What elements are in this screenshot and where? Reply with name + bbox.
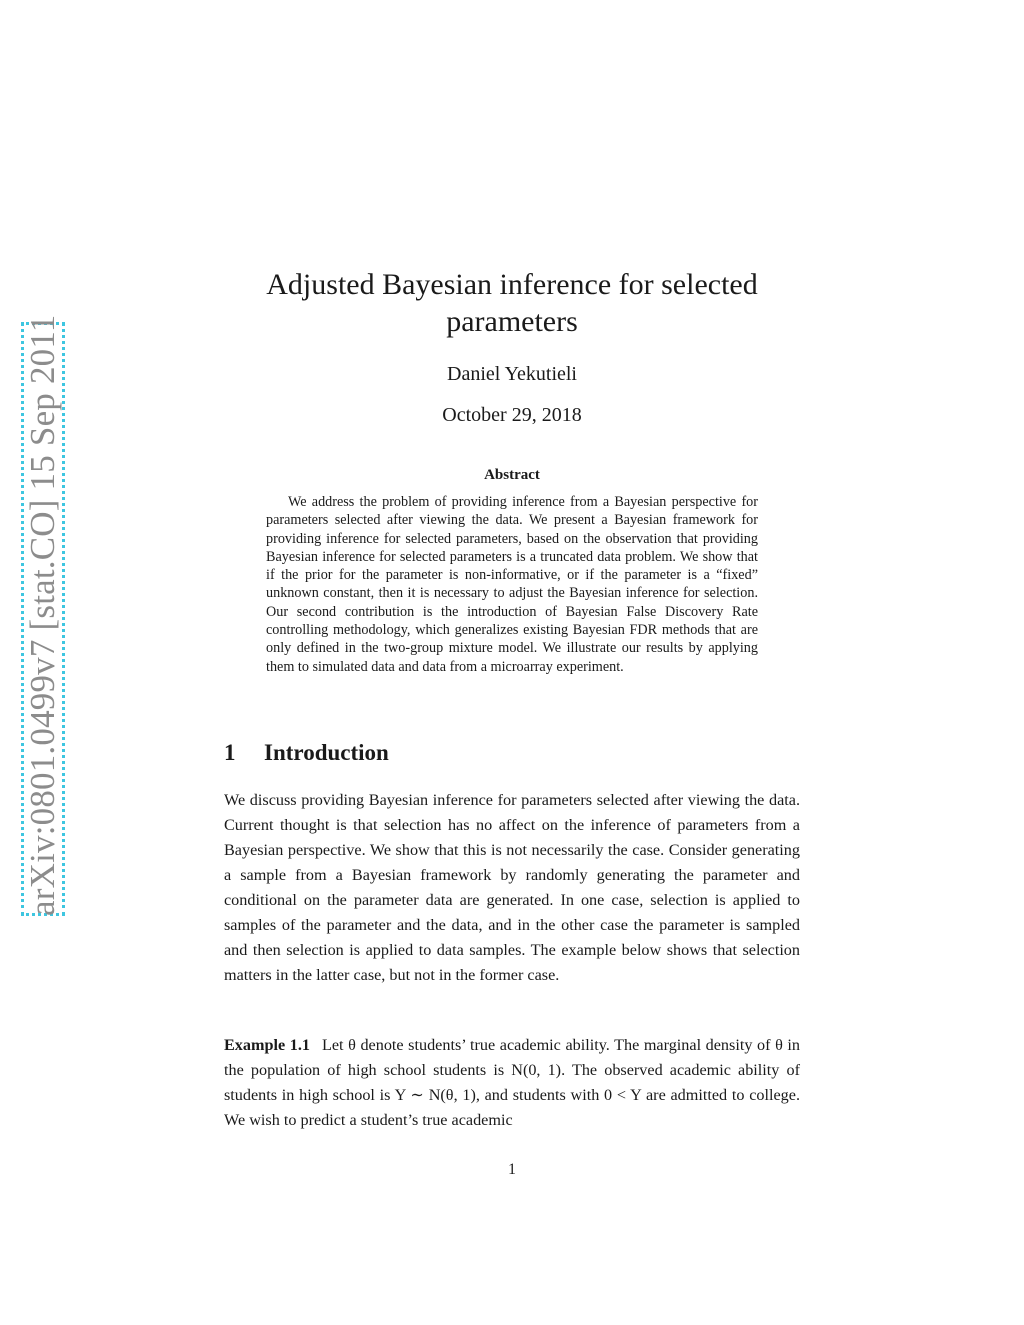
arxiv-identifier: arXiv:0801.0499v7 [stat.CO] 15 Sep 2011: [23, 314, 62, 916]
author-name: Daniel Yekutieli: [447, 363, 577, 385]
section-number: 1: [224, 740, 236, 765]
example-label: Example 1.1: [224, 1036, 310, 1054]
paper-date: October 29, 2018: [442, 404, 582, 426]
abstract-text: We address the problem of providing inference from a Bayesian perspective for parameters selected after viewing the data. We present a Bayesian framework for providing inference for selected parameters, based on the observation that providing Bayesian inference for selected parameters is a truncated data problem. We show that if the prior for the parameter is non-informative, or if the parameter is a “fixed” unknown constant, then it is necessary to adjust the Bayesian inference for selection. Our second contribution is the introduction of Bayesian False Discovery Rate controlling methodology, which generalizes existing Bayesian FDR methods that are only defined in the two-group mixture model. We illustrate our results by applying them to simulated data and data from a microarray experiment.: [266, 494, 758, 675]
example-paragraph: [224, 1033, 800, 1133]
page-number: 1: [508, 1161, 516, 1178]
example-text: Let θ denote students’ true academic ability. The marginal density of θ in the population of high school students is N(0, 1). The observed academic ability of students in high school is Y ∼ N(θ, 1), and students with 0 < Y are admitted to college. We wish to predict a student’s true academic: [224, 1036, 800, 1129]
paper-title: Adjusted Bayesian inference for selected parameters: [266, 268, 758, 338]
abstract-heading: Abstract: [484, 467, 540, 483]
section-heading: [224, 740, 389, 766]
intro-paragraph: We discuss providing Bayesian inference for parameters selected after viewing the data. Current thought is that selection has no affect on the inference of parameters from a Bayesian perspective. We show that this is not necessarily the case. Consider generating a sample from a Bayesian framework by randomly generating the parameter and conditional on the parameter data are generated. In one case, selection is applied to samples of the parameter and the data, and in the other case the parameter is sampled and then selection is applied to data samples. The example below shows that selection matters in the latter case, but not in the former case.: [224, 791, 800, 984]
section-title: Introduction: [264, 740, 389, 765]
